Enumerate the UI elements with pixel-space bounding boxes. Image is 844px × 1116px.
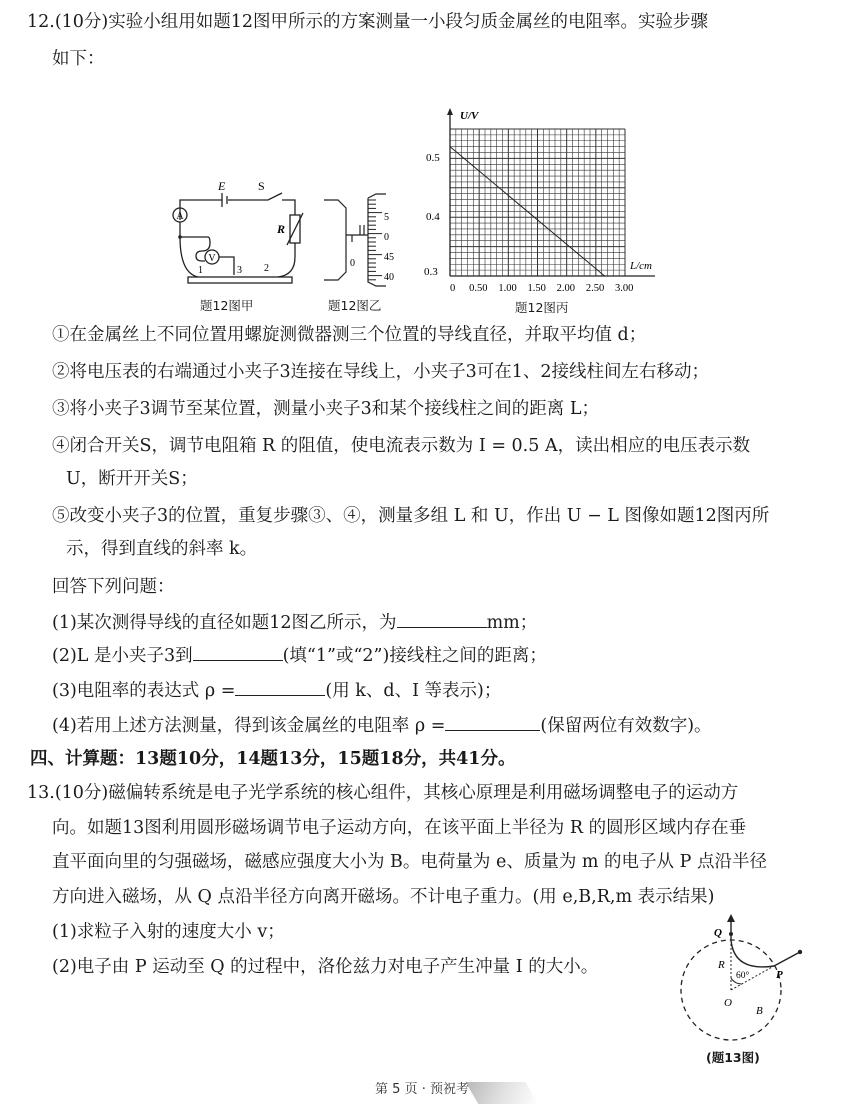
ammeter-label: A	[176, 211, 184, 222]
circuit-diagram	[160, 175, 310, 285]
x-tick: 3.00	[615, 283, 634, 294]
q12-intro: 12.(10分)实验小组用如题12图甲所示的方案测量一小段匀质金属丝的电阻率。实验步骤	[27, 12, 709, 32]
u-l-graph	[420, 105, 660, 297]
micrometer-caption: 题12图乙	[328, 298, 382, 313]
page-footer: 第 5 页 · 预祝考	[375, 1082, 469, 1097]
step-4: ④闭合开关S，调节电阻箱 R 的阻值，使电流表示数为 I = 0.5 A，读出相应的电压表示数	[52, 436, 751, 456]
point-p: P	[776, 969, 783, 981]
question-text: (用 k、d、I 等表示)；	[325, 681, 502, 701]
answer-blank[interactable]	[445, 712, 540, 731]
step-3: ③将小夹子3调节至某位置，测量小夹子3和某个接线柱之间的距离 L；	[52, 399, 599, 419]
question-text: mm；	[486, 613, 538, 633]
x-tick: 1.50	[527, 283, 546, 294]
thimble-0: 0	[384, 232, 389, 243]
center-o: O	[724, 997, 732, 1009]
micrometer-diagram	[320, 190, 410, 290]
step-1: ①在金属丝上不同位置用螺旋测微器测三个位置的导线直径，并取平均值 d；	[52, 325, 647, 345]
thimble-5: 5	[384, 212, 389, 223]
x-axis-label: L/cm	[630, 260, 652, 272]
question-3	[52, 677, 501, 703]
q13-line: 13.(10分)磁偏转系统是电子光学系统的核心组件，其核心原理是利用磁场调整电子的运动方	[27, 783, 739, 803]
radius-label: R	[718, 959, 725, 971]
question-1	[52, 609, 537, 635]
angle-label: 60°	[736, 971, 750, 981]
x-tick: 0	[450, 283, 456, 294]
answer-blank[interactable]	[397, 609, 487, 628]
main-scale-zero: 0	[350, 258, 355, 269]
question-4	[52, 712, 712, 738]
voltmeter-label: V	[208, 253, 216, 264]
x-tick: 0.50	[469, 283, 488, 294]
section-4-heading: 四、计算题：13题10分，14题13分，15题18分，共41分。	[30, 749, 516, 769]
terminal-2: 2	[264, 263, 269, 274]
exit-arrow-icon	[727, 914, 735, 922]
resistor-label: R	[277, 222, 286, 236]
question-2	[52, 642, 547, 668]
question-text: (保留两位有效数字)。	[540, 716, 712, 736]
q13-figure-caption: (题13图)	[706, 1050, 760, 1065]
q13-line: 向。如题13图利用圆形磁场调节电子运动方向，在该平面上半径为 R 的圆形区域内存在垂	[52, 818, 747, 838]
question-text: (3)电阻率的表达式 ρ =	[52, 681, 236, 701]
terminal-1: 1	[198, 265, 203, 276]
step-2: ②将电压表的右端通过小夹子3连接在导线上，小夹子3可在1、2接线柱间左右移动；	[52, 362, 710, 382]
q12-intro-cont: 如下：	[52, 49, 105, 69]
point-q: Q	[714, 927, 722, 939]
q13-line: 方向进入磁场，从 Q 点沿半径方向离开磁场。不计电子重力。(用 e,B,R,m 表示结果)	[52, 887, 715, 907]
circuit-caption: 题12图甲	[200, 298, 254, 313]
magnetic-field-diagram	[668, 912, 808, 1044]
emf-label: E	[218, 179, 226, 193]
q13-sub-1: (1)求粒子入射的速度大小 v；	[52, 922, 285, 942]
graph-caption: 题12图丙	[515, 300, 569, 315]
question-text: (4)若用上述方法测量，得到该金属丝的电阻率 ρ =	[52, 716, 446, 736]
thimble-45: 45	[384, 252, 394, 263]
question-text: (填“1”或“2”)接线柱之间的距离；	[282, 646, 547, 666]
step-5: ⑤改变小夹子3的位置，重复步骤③、④，测量多组 L 和 U，作出 U − L 图像如题12图丙所	[52, 506, 770, 526]
switch-label: S	[258, 179, 265, 193]
step-4-cont: U，断开开关S；	[66, 469, 198, 489]
y-tick: 0.3	[424, 266, 438, 278]
question-text: (2)L 是小夹子3到	[52, 646, 193, 666]
q13-line: 直平面向里的匀强磁场，磁感应强度大小为 B。电荷量为 e、质量为 m 的电子从 P 点沿半径	[52, 852, 767, 872]
thimble-40: 40	[384, 272, 394, 283]
answer-blank[interactable]	[235, 677, 325, 696]
y-tick: 0.4	[426, 211, 440, 223]
answer-intro: 回答下列问题：	[52, 577, 175, 597]
y-tick: 0.5	[426, 152, 440, 164]
page-curl	[466, 1082, 539, 1104]
y-axis-arrow-icon	[447, 108, 453, 115]
question-text: (1)某次测得导线的直径如题12图乙所示，为	[52, 613, 397, 633]
x-tick: 2.50	[585, 283, 605, 294]
x-tick: 2.00	[556, 283, 576, 294]
step-5-cont: 示，得到直线的斜率 k。	[66, 539, 258, 559]
field-b: B	[756, 1005, 763, 1017]
x-tick: 1.00	[498, 283, 517, 294]
answer-blank[interactable]	[193, 642, 283, 661]
q13-sub-2: (2)电子由 P 运动至 Q 的过程中，洛伦兹力对电子产生冲量 I 的大小。	[52, 957, 599, 977]
y-axis-label: U/V	[460, 110, 479, 122]
terminal-3: 3	[237, 265, 242, 276]
